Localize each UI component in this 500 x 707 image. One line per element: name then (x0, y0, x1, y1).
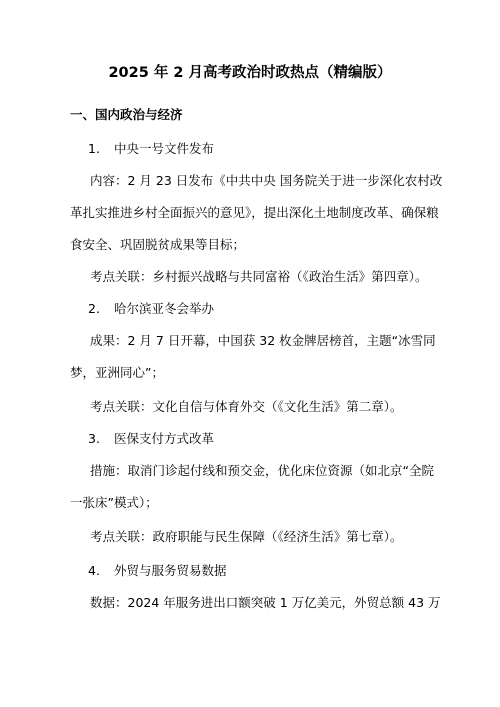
section-heading: 一、国内政治与经济 (70, 107, 183, 122)
item-2-line-2: 梦，亚洲同心”； (70, 365, 164, 380)
item-3-line-2: 一张床”模式）； (70, 495, 158, 510)
item-1-line-3: 食安全、巩固脱贫成果等目标； (70, 237, 246, 252)
item-number-1: 1. (88, 141, 100, 156)
item-number-4: 4. (88, 563, 100, 578)
document-title: 2025 年 2 月高考政治时政热点（精编版） (108, 65, 392, 81)
item-title-2: 哈尔滨亚冬会举办 (114, 301, 215, 316)
item-number-2: 2. (88, 301, 100, 316)
item-3-line-3: 考点关联：政府职能与民生保障（《经济生活》第七章）。 (90, 529, 403, 544)
item-heading-3 (88, 430, 214, 448)
item-1-line-2: 革扎实推进乡村全面振兴的意见》，提出深化土地制度改革、确保粮 (70, 205, 439, 220)
item-title-3: 医保支付方式改革 (114, 431, 215, 446)
item-3-line-1: 措施：取消门诊起付线和预交金，优化床位资源（如北京“全院 (90, 463, 434, 478)
item-heading-1 (88, 140, 214, 158)
item-heading-4 (88, 562, 227, 580)
item-2-line-1: 成果：2 月 7 日开幕，中国获 32 枚金牌居榜首，主题“冰雪同 (90, 333, 436, 348)
item-heading-2 (88, 300, 214, 318)
item-1-line-4: 考点关联：乡村振兴战略与共同富裕（《政治生活》第四章）。 (90, 269, 428, 284)
item-1-line-1: 内容：2 月 23 日发布《中共中央 国务院关于进一步深化农村改 (90, 173, 443, 188)
item-2-line-3: 考点关联：文化自信与体育外交（《文化生活》第二章）。 (90, 399, 403, 414)
item-4-line-1: 数据：2024 年服务进出口额突破 1 万亿美元，外贸总额 43 万 (90, 595, 441, 610)
item-title-4: 外贸与服务贸易数据 (114, 563, 227, 578)
item-number-3: 3. (88, 431, 100, 446)
item-title-1: 中央一号文件发布 (114, 141, 215, 156)
